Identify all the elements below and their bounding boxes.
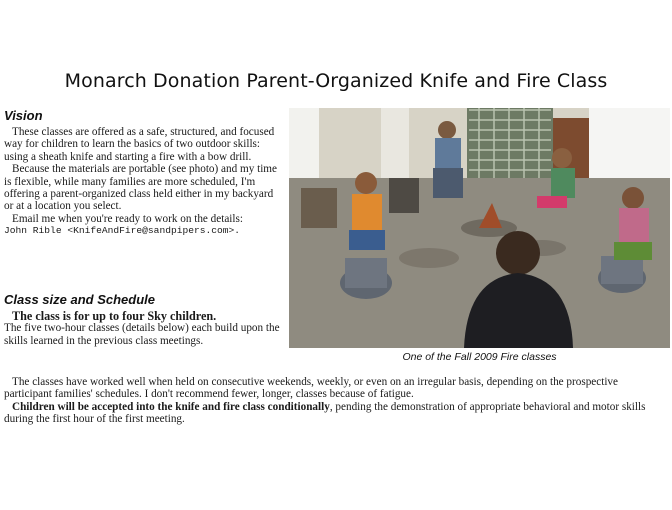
schedule-heading: Class size and Schedule xyxy=(4,292,156,307)
vision-paragraph-1: These classes are offered as a safe, structured, and focused way for children to learn the basics of two outdoor skills: using a sheath knife and starting a fire with a bow drill. xyxy=(4,126,275,163)
contact-email[interactable]: John Rible <KnifeAndFire@sandpipers.com>. xyxy=(4,225,241,237)
schedule-paragraph-2: The classes have worked well when held on consecutive weekends, weekly, or even on an irregular basis, depending on the prospective participant families' schedules. I don't recommend fewer, longer, classes because of fatigue. xyxy=(4,376,618,401)
photo-illustration xyxy=(289,108,670,348)
acceptance-rest: , pending the demonstration of appropriate behavioral and motor skills during the first hour of the first meeting. xyxy=(4,400,646,426)
vision-paragraph-2: Because the materials are portable (see photo) and my time is flexible, while many families are more scheduled, I'm offering a parent-organized class held either in my backyard or at a location you select. xyxy=(4,163,277,213)
vision-heading: Vision xyxy=(4,108,43,123)
schedule-text xyxy=(4,310,284,347)
page-title: Monarch Donation Parent-Organized Knife and Fire Class xyxy=(64,70,608,92)
vision-paragraph-3: Email me when you're ready to work on the details: xyxy=(12,212,243,225)
schedule-paragraph-1: The five two-hour classes (details below) each build upon the skills learned in the previous class meetings. xyxy=(4,322,280,347)
photo-caption: One of the Fall 2009 Fire classes xyxy=(402,351,557,363)
acceptance-bold: Children will be accepted into the knife and fire class conditionally xyxy=(12,400,330,413)
schedule-text-wide xyxy=(4,376,668,426)
vision-text xyxy=(4,126,282,238)
schedule-lead: The class is for up to four Sky children. xyxy=(12,309,217,323)
class-photo xyxy=(289,108,670,348)
